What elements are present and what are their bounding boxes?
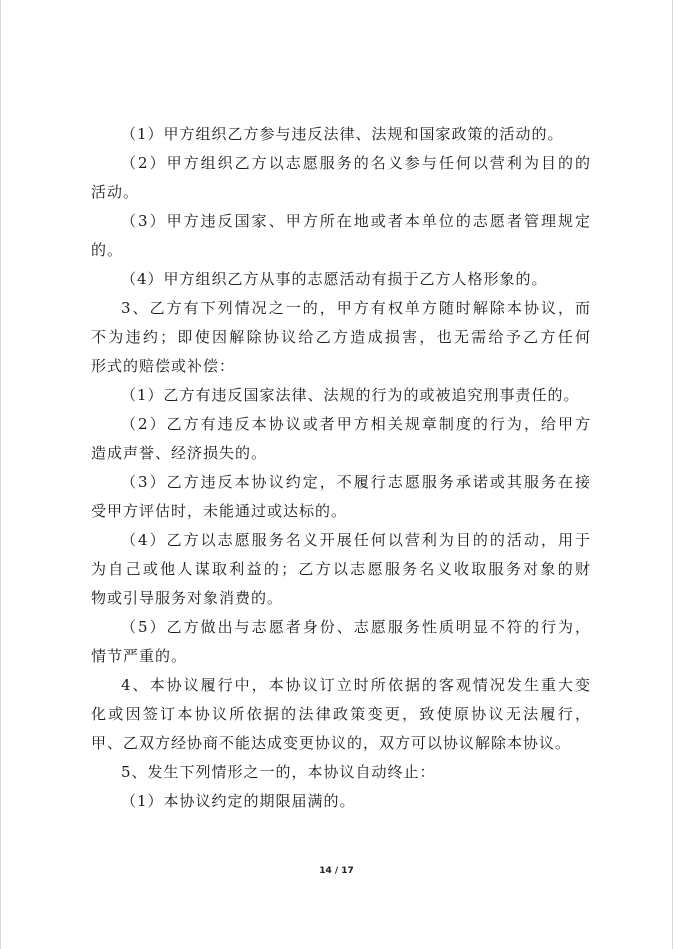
paragraph-line: 3、乙方有下列情况之一的，甲方有权单方随时解除本协议，而 [121, 299, 591, 317]
paragraph-line: （4）乙方以志愿服务名义开展任何以营利为目的的活动，用于 [121, 531, 591, 549]
paragraph [91, 787, 591, 816]
paragraph-line: 化或因签订本协议所依据的法律政策变更，致使原协议无法履行， [91, 705, 591, 723]
paragraph-line: （4）甲方组织乙方从事的志愿活动有损于乙方人格形象的。 [121, 270, 548, 288]
paragraph-line: 不为违约；即使因解除协议给乙方造成损害，也无需给予乙方任何 [91, 328, 591, 346]
paragraph-line: （1）本协议约定的期限届满的。 [121, 792, 356, 810]
document-body [91, 120, 591, 816]
paragraph-line: 5、发生下列情形之一的，本协议自动终止： [121, 763, 436, 781]
paragraph [91, 468, 591, 526]
paragraph-line: 造成声誉、经济损失的。 [91, 444, 268, 462]
paragraph [91, 526, 591, 613]
paragraph-line: （2）乙方有违反本协议或者甲方相关规章制度的行为，给甲方 [121, 415, 591, 433]
paragraph [91, 381, 591, 410]
paragraph-line: 活动。 [91, 183, 140, 201]
paragraph-line: 的。 [91, 241, 124, 259]
paragraph-line: （3）甲方违反国家、甲方所在地或者本单位的志愿者管理规定 [121, 212, 591, 230]
paragraph [91, 294, 591, 381]
paragraph-line: （3）乙方违反本协议约定，不履行志愿服务承诺或其服务在接 [121, 473, 591, 491]
paragraph-line: 情节严重的。 [91, 647, 188, 665]
paragraph-line: 4、本协议履行中，本协议订立时所依据的客观情况发生重大变 [121, 676, 591, 694]
paragraph-line: 形式的赔偿或补偿： [91, 357, 236, 375]
paragraph [91, 265, 591, 294]
paragraph [91, 613, 591, 671]
paragraph-line: （2）甲方组织乙方以志愿服务的名义参与任何以营利为目的的 [121, 154, 591, 172]
paragraph [91, 410, 591, 468]
paragraph [91, 120, 591, 149]
page-left-edge [0, 0, 1, 949]
paragraph-line: 甲、乙双方经协商不能达成变更协议的，双方可以协议解除本协议。 [91, 734, 572, 752]
paragraph-line: 为自己或他人谋取利益的；乙方以志愿服务名义收取服务对象的财 [91, 560, 591, 578]
paragraph-line: 受甲方评估时，未能通过或达标的。 [91, 502, 348, 520]
page-number: 14 / 17 [319, 866, 354, 876]
paragraph-line: 物或引导服务对象消费的。 [91, 589, 284, 607]
paragraph [91, 758, 591, 787]
paragraph [91, 671, 591, 758]
paragraph-line: （1）乙方有违反国家法律、法规的行为的或被追究刑事责任的。 [121, 386, 580, 404]
paragraph-line: （5）乙方做出与志愿者身份、志愿服务性质明显不符的行为， [121, 618, 591, 636]
paragraph [91, 207, 591, 265]
paragraph [91, 149, 591, 207]
paragraph-line: （1）甲方组织乙方参与违反法律、法规和国家政策的活动的。 [121, 125, 564, 143]
